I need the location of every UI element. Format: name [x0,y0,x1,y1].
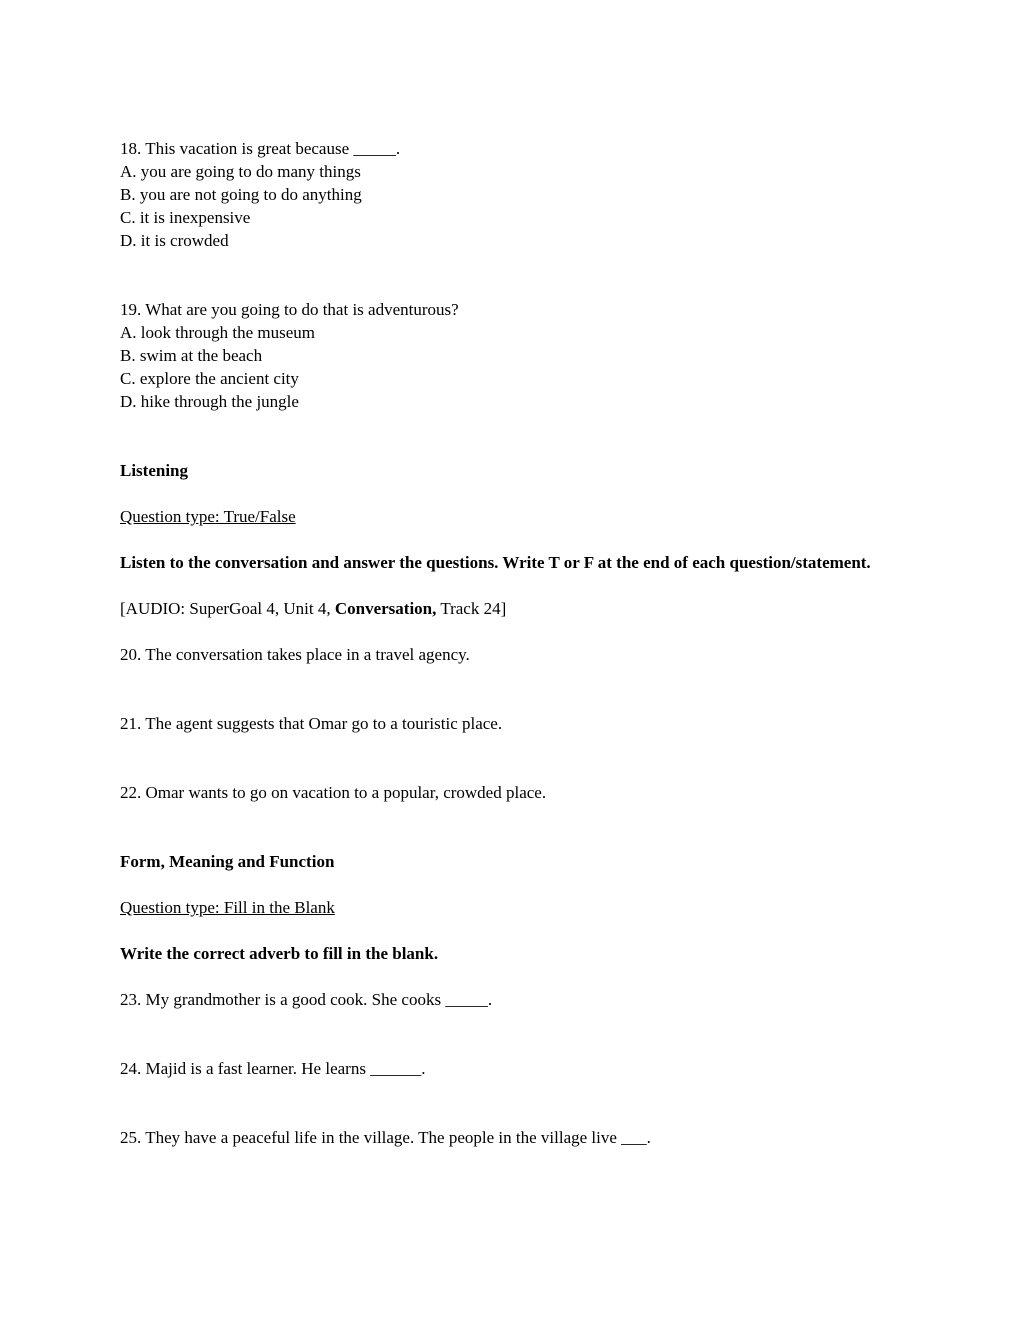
listening-question-type: Question type: True/False [120,507,296,526]
audio-reference-line [120,597,900,620]
question-19-option-a: A. look through the museum [120,323,316,342]
question-18-prompt: 18. This vacation is great because _____. [120,139,401,158]
question-19-prompt: 19. What are you going to do that is adventurous? [120,300,459,319]
question-22: 22. Omar wants to go on vacation to a popular, crowded place. [120,783,547,802]
question-19-option-d: D. hike through the jungle [120,392,299,411]
form-meaning-function-section [120,850,900,1149]
audio-reference-suffix: Track 24] [436,599,507,618]
question-19-option-b: B. swim at the beach [120,346,263,365]
question-19-block [120,298,900,413]
fill-in-blank-question-type: Question type: Fill in the Blank [120,898,335,917]
question-25: 25. They have a peaceful life in the village. The people in the village live ___. [120,1128,651,1147]
fill-in-blank-instruction: Write the correct adverb to fill in the blank. [120,944,439,963]
question-18-option-c: C. it is inexpensive [120,208,251,227]
question-18-option-d: D. it is crowded [120,231,229,250]
question-18-option-a: A. you are going to do many things [120,162,361,181]
question-19-option-c: C. explore the ancient city [120,369,299,388]
question-18-block [120,137,900,252]
audio-reference-prefix: [AUDIO: SuperGoal 4, Unit 4, [120,599,335,618]
question-23: 23. My grandmother is a good cook. She cooks _____. [120,990,493,1009]
question-21: 21. The agent suggests that Omar go to a touristic place. [120,714,503,733]
question-20: 20. The conversation takes place in a travel agency. [120,645,470,664]
listening-instruction: Listen to the conversation and answer the questions. Write T or F at the end of each question/statement. [120,553,871,572]
form-meaning-function-heading: Form, Meaning and Function [120,852,335,871]
listening-heading: Listening [120,461,189,480]
question-18-option-b: B. you are not going to do anything [120,185,362,204]
listening-section [120,459,900,804]
question-24: 24. Majid is a fast learner. He learns ______. [120,1059,426,1078]
audio-reference-bold-part: Conversation, [334,599,437,618]
